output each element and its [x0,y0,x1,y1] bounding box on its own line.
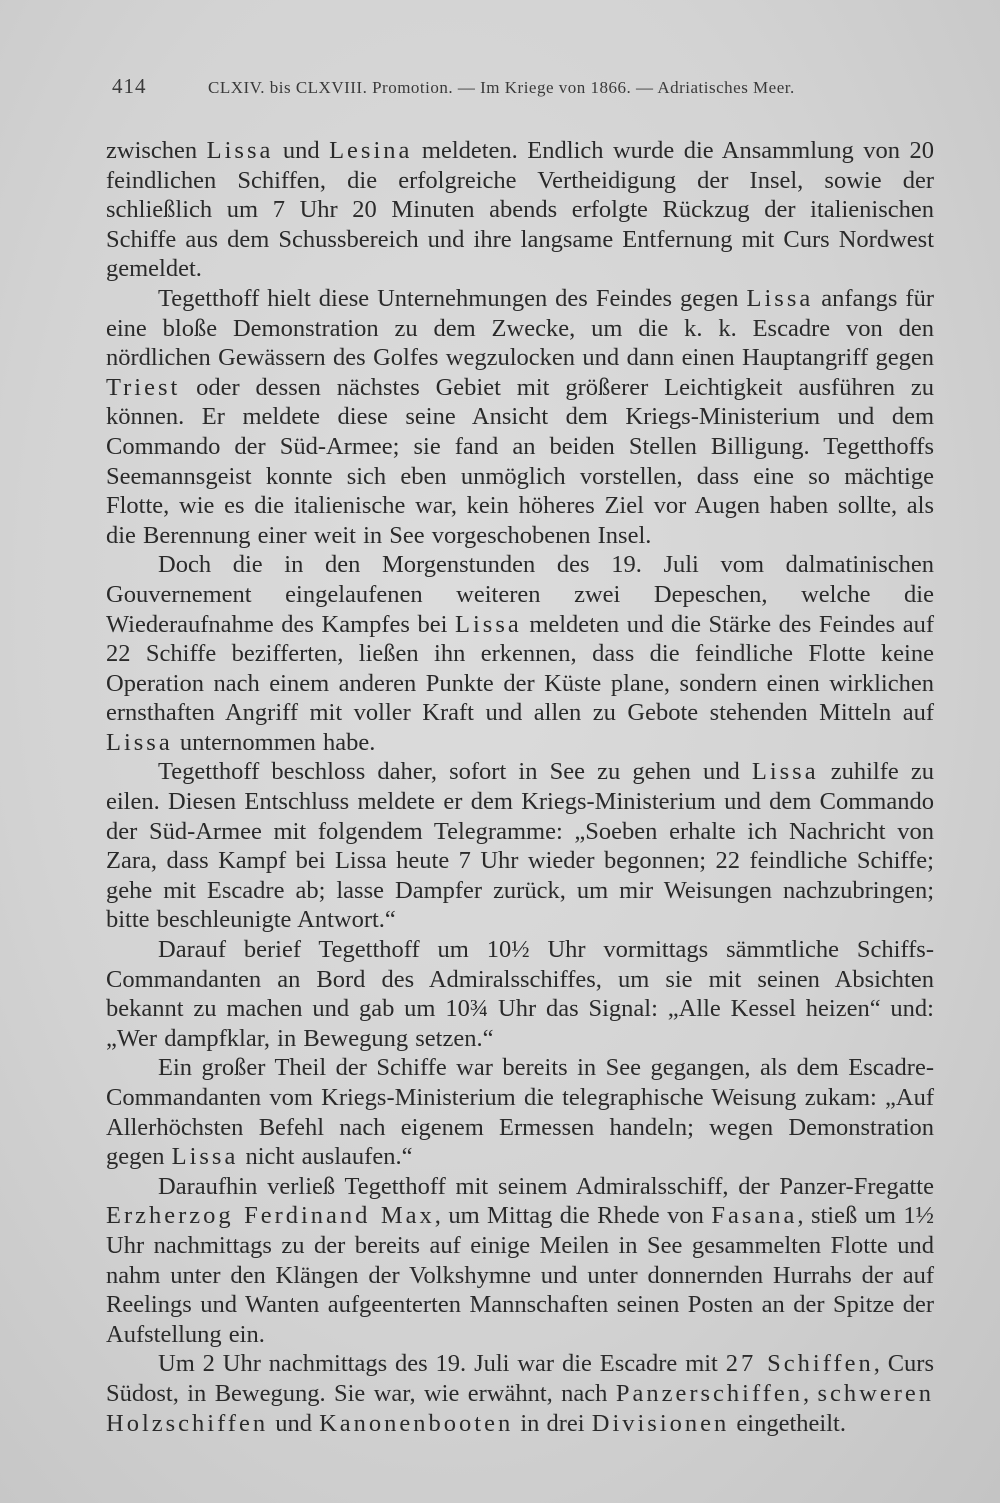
text-run: Ein großer Theil der Schiffe war bereits in See gegangen, als dem Escadre-Commandanten vom Kriegs-Ministerium die telegraphische Weisung zukam: „Auf Allerhöchsten Befehl nach eigenem Ermessen handeln; wegen Demonstration gegen [106,1054,934,1171]
text-run: , stieß um 1½ Uhr nachmittags zu der bereits auf einige Meilen in See gesammelten Flotte und nahm unter den Klängen der Volkshymne und unter donnernden Hurrahs der auf Reelings und Wanten aufgeenterten Mannschaften seinen Posten an der Spitze der Aufstellung ein. [106,1202,934,1348]
emphasis: Panzerschiffen [615,1379,803,1407]
text-run: , um Mittag die Rhede von [434,1202,712,1230]
text-run: nicht auslaufen.“ [238,1143,413,1171]
place-name: Lissa [171,1143,239,1171]
text-run: Tegetthoff beschloss daher, sofort in See zu gehen und [158,758,752,786]
emphasis: schweren Holzschiffen [106,1379,935,1437]
place-name: Lesina [329,137,413,164]
text-run: und [268,1409,320,1437]
text-run: , Curs Südost, in Bewegung. Sie war, wie erwähnt, nach [106,1350,934,1407]
emphasis: Kanonenbooten [319,1409,514,1437]
place-name: Lissa [206,137,274,164]
paragraph-6 [106,1053,934,1171]
body-text [106,136,934,1438]
text-run: eingetheilt. [729,1409,846,1437]
place-name: Lissa [746,284,814,312]
place-name: Lissa [751,758,819,786]
place-name: Lissa [455,610,522,638]
text-run: meldeten. Endlich wurde die Ansammlung von 20 feindlichen Schiffen, die erfolgreiche Vertheidigung der Insel, sowie der schließlich um 7 Uhr 20 Minuten abends erfolgte Rückzug der italienischen Schiffe aus dem Schussbereich und ihre langsame Entfernung mit Curs Nordwest gemeldet. [106,137,934,283]
text-run: Darauf berief Tegetthoff um 10½ Uhr vormittags sämmtliche Schiffs-Commandanten an Bord des Admiralsschiffes, um sie mit seinen Absichten bekannt zu machen und gab um 10¾ Uhr das Signal: „Alle Kessel heizen“ und: „Wer dampfklar, in Bewegung setzen.“ [106,936,934,1052]
text-run: unternommen habe. [172,728,376,756]
page-header [112,74,942,104]
place-name: Fasana [711,1202,798,1230]
text-run: in drei [513,1409,592,1437]
text-run: meldeten und die Stärke des Feindes auf 22 Schiffe bezifferten, ließen ihn erkennen, dass die feindliche Flotte keine Operation nach einem anderen Punkte der Küste plane, sondern einen wirklichen ernsthaften Angriff mit voller Kraft und allen zu Gebote stehenden Mitteln auf [106,610,934,727]
paragraph-7 [106,1172,934,1350]
paragraph-2 [106,284,934,550]
paragraph-8 [106,1349,934,1438]
running-head: CLXIV. bis CLXVIII. Promotion. — Im Kriege von 1866. — Adriatisches Meer. [208,78,795,97]
text-run: zwischen [106,137,207,164]
text-run: Um 2 Uhr nachmittags des 19. Juli war die Escadre mit [158,1350,726,1378]
text-run: oder dessen nächstes Gebiet mit größerer Leichtigkeit ausführen zu können. Er meldete diese seine Ansicht dem Kriegs-Ministerium und dem Commando der Süd-Armee; sie fand an beiden Stellen Billigung. Tegetthoffs Seemannsgeist konnte sich eben unmöglich vorstellen, dass eine so mächtige Flotte, wie es die italienische war, kein höheres Ziel vor Augen haben sollte, als die Berennung einer weit in See vorgeschobenen Insel. [106,373,934,549]
paragraph-1 [106,136,934,284]
place-name: Lissa [106,728,173,756]
text-run: , [802,1379,818,1407]
text-run: Tegetthoff hielt diese Unternehmungen des Feindes gegen [158,284,747,312]
page-number: 414 [112,74,147,98]
emphasis: 27 Schiffen [725,1350,874,1378]
text-run: anfangs für eine bloße Demonstration zu dem Zwecke, um die k. k. Escadre von den nördlichen Gewässern des Golfes wegzulocken und dann einen Hauptangriff gegen [106,284,934,372]
ship-name: Erzherzog Ferdinand Max [106,1202,435,1230]
paragraph-3 [106,550,934,757]
emphasis: Divisionen [591,1409,730,1437]
paragraph-5 [106,935,934,1053]
text-run: zuhilfe zu eilen. Diesen Entschluss meldete er dem Kriegs-Ministerium und dem Commando der Süd-Armee mit folgendem Telegramme: „Soeben erhalte ich Nachricht von Zara, dass Kampf bei Lissa heute 7 Uhr wieder begonnen; 22 feindliche Schiffe; gehe mit Escadre ab; lasse Dampfer zurück, um mir Weisungen nachzubringen; bitte beschleunigte Antwort.“ [106,758,934,934]
paragraph-4 [106,757,934,935]
text-run: Doch die in den Morgenstunden des 19. Juli vom dalmatinischen Gouvernement eingelaufenen weiteren zwei Depeschen, welche die Wiederaufnahme des Kampfes bei [106,551,934,638]
text-run: und [273,137,330,164]
place-name: Triest [106,373,181,401]
text-run: Daraufhin verließ Tegetthoff mit seinem Admiralsschiff, der Panzer-Fregatte [158,1172,934,1200]
